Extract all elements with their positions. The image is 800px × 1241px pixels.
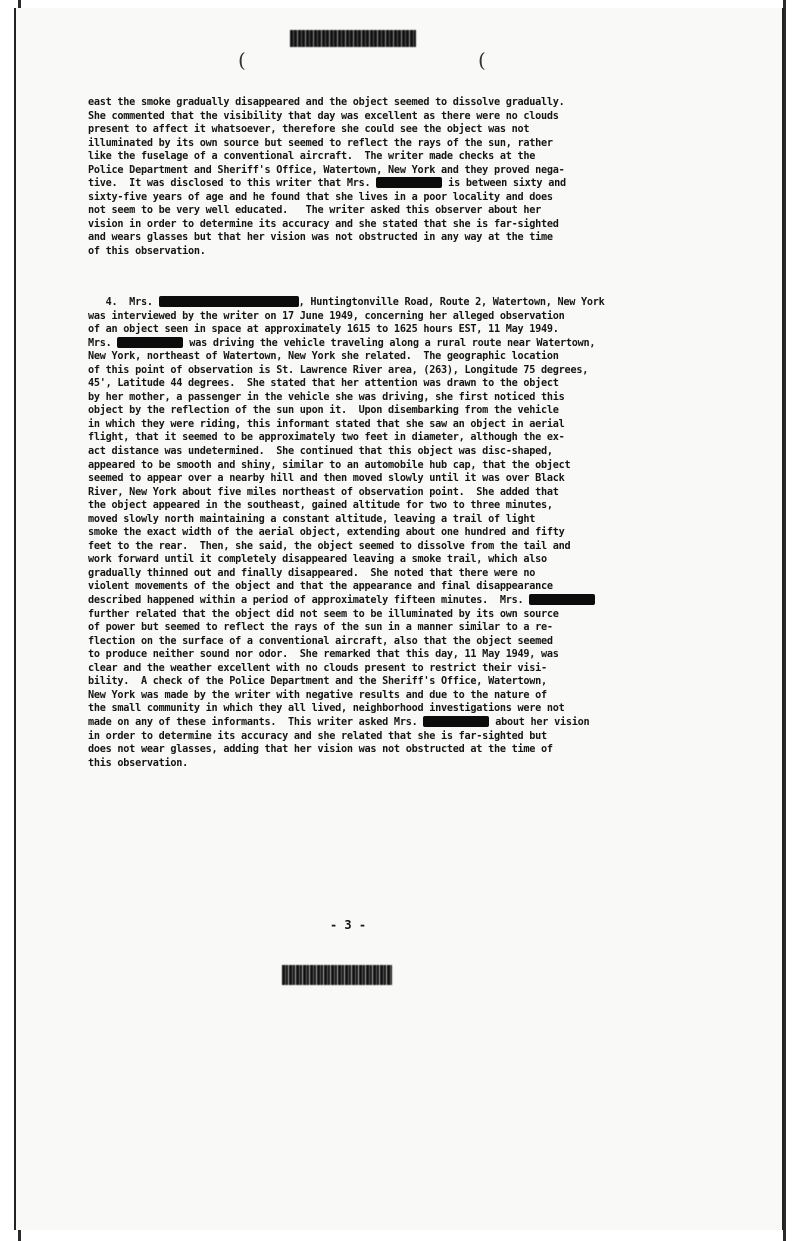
paragraph-4 [88, 296, 694, 770]
text-line: River, New York about five miles northeast of observation point. She added that [88, 486, 559, 498]
text-line: sixty-five years of age and he found that she lives in a poor locality and does [88, 191, 553, 203]
redaction-bar [529, 594, 595, 605]
text-line: not seem to be very well educated. The writer asked this observer about her [88, 205, 542, 217]
text-line: 4. Mrs. , Huntingtonville Road, Route 2, Watertown, New York [88, 297, 605, 308]
text-line: further related that the object did not seem to be illuminated by its own source [88, 608, 559, 620]
redaction-bar [159, 296, 299, 307]
text-line: of this observation. [88, 246, 206, 258]
text-line: seemed to appear over a nearby hill and then moved slowly until it was over Black [88, 473, 565, 485]
text-line: was interviewed by the writer on 17 June 1949, concerning her alleged observation [88, 310, 565, 322]
classification-stamp-top [290, 30, 416, 47]
redaction-bar [117, 337, 183, 348]
text-line: made on any of these informants. This writer asked Mrs. about her vision [88, 716, 590, 728]
text-line: gradually thinned out and finally disappeared. She noted that there were no [88, 567, 536, 579]
text-line: vision in order to determine its accuracy and she stated that she is far-sighted [88, 218, 559, 230]
text-line: does not wear glasses, adding that her vision was not obstructed at the time of [88, 744, 553, 756]
text-line: She commented that the visibility that day was excellent as there were no clouds [88, 110, 559, 122]
text-line: moved slowly north maintaining a constant altitude, leaving a trail of light [88, 513, 536, 525]
text-line: in which they were riding, this informant stated that she saw an object in aerial [88, 418, 565, 430]
text-line: tive. It was disclosed to this writer that Mrs. is between sixty and [88, 178, 566, 190]
text-line: flection on the surface of a conventional aircraft, also that the object seemed [88, 635, 553, 647]
text-line: east the smoke gradually disappeared and the object seemed to dissolve gradually. [88, 97, 565, 108]
redaction-bar [376, 177, 442, 188]
redaction-bar [423, 716, 489, 727]
text-line: and wears glasses but that her vision was not obstructed in any way at the time [88, 232, 553, 244]
text-line: clear and the weather excellent with no clouds present to restrict their visi- [88, 662, 547, 674]
punch-mark-left: ( [238, 48, 246, 72]
text-line: like the fuselage of a conventional aircraft. The writer made checks at the [88, 151, 536, 163]
text-line: smoke the exact width of the aerial object, extending about one hundred and fifty [88, 527, 565, 539]
text-line: the small community in which they all lived, neighborhood investigations were not [88, 703, 565, 715]
text-line: object by the reflection of the sun upon it. Upon disembarking from the vehicle [88, 405, 559, 417]
text-line: work forward until it completely disappeared leaving a smoke trail, which also [88, 554, 547, 566]
classification-stamp-bottom [282, 965, 392, 985]
text-line: this observation. [88, 757, 189, 769]
text-line: New York was made by the writer with negative results and due to the nature of [88, 689, 547, 701]
paragraph-continuation [88, 96, 694, 259]
text-line: of power but seemed to reflect the rays of the sun in a manner similar to a re- [88, 622, 553, 634]
text-line: New York, northeast of Watertown, New York she related. The geographic location [88, 351, 559, 363]
text-line: Police Department and Sheriff's Office, Watertown, New York and they proved nega- [88, 164, 565, 176]
text-line: bility. A check of the Police Department and the Sheriff's Office, Watertown, [88, 676, 547, 688]
text-line: appeared to be smooth and shiny, similar to an automobile hub cap, that the object [88, 459, 571, 471]
text-line: in order to determine its accuracy and she related that she is far-sighted but [88, 730, 547, 742]
text-line: to produce neither sound nor odor. She remarked that this day, 11 May 1949, was [88, 649, 559, 661]
text-line: present to affect it whatsoever, therefore she could see the object was not [88, 124, 530, 136]
text-line: by her mother, a passenger in the vehicle she was driving, she first noticed this [88, 391, 565, 403]
text-line: of an object seen in space at approximately 1615 to 1625 hours EST, 11 May 1949. [88, 324, 559, 336]
text-line: feet to the rear. Then, she said, the object seemed to dissolve from the tail and [88, 540, 571, 552]
punch-mark-right: ( [478, 48, 486, 72]
text-line: Mrs. was driving the vehicle traveling along a rural route near Watertown, [88, 337, 596, 349]
text-line: illuminated by its own source but seemed to reflect the rays of the sun, rather [88, 137, 553, 149]
text-line: the object appeared in the southeast, gained altitude for two to three minutes, [88, 500, 553, 512]
page-number: - 3 - [329, 918, 367, 932]
text-line: of this point of observation is St. Lawrence River area, (263), Longitude 75 degrees, [88, 364, 589, 376]
text-line: 45', Latitude 44 degrees. She stated that her attention was drawn to the object [88, 378, 559, 390]
text-line: described happened within a period of approximately fifteen minutes. Mrs. [88, 594, 694, 608]
text-line: flight, that it seemed to be approximately two feet in diameter, although the ex- [88, 432, 565, 444]
text-line: violent movements of the object and that the appearance and final disappearance [88, 581, 553, 593]
text-line: act distance was undetermined. She continued that this object was disc-shaped, [88, 446, 553, 458]
